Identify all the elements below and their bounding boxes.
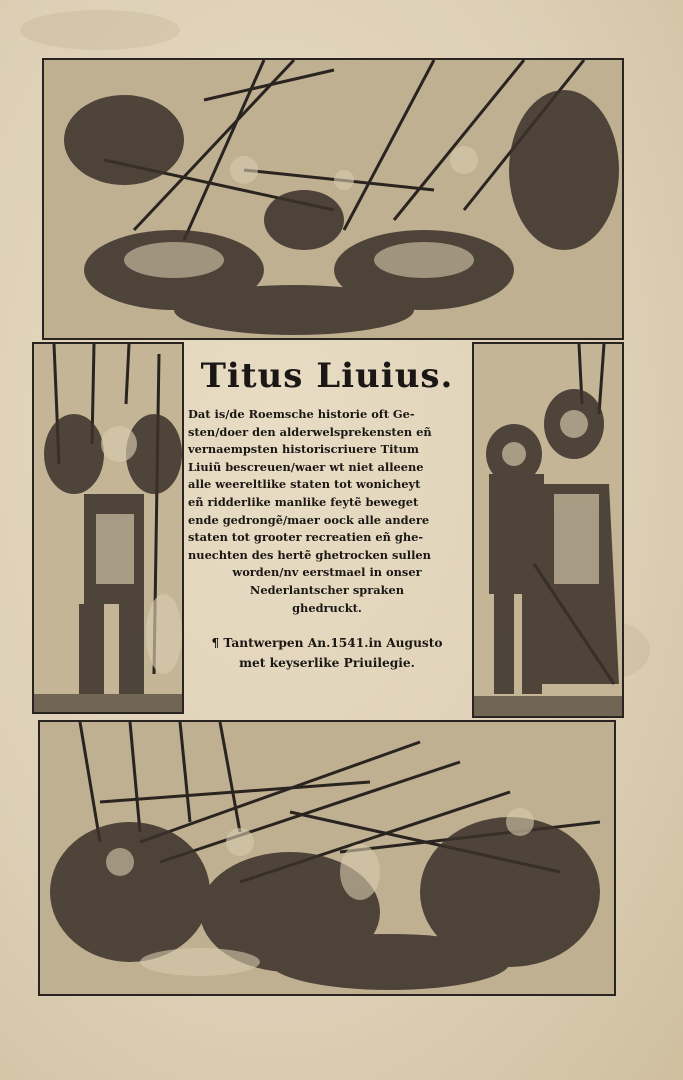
book-title: Titus Liuius. <box>200 356 454 396</box>
body-line: Liuiũ bescreuen/waer wt niet alleene <box>188 459 424 474</box>
woodcut-bottom-infantry-battle <box>38 720 616 996</box>
body-line: alle weereltlike staten tot wonicheyt <box>188 477 421 492</box>
title-text-block <box>184 344 470 714</box>
woodcut-top-cavalry-battle <box>42 58 624 340</box>
paper-stain <box>20 10 180 50</box>
body-line: worden/nv eerstmael in onser <box>232 565 422 580</box>
body-line: nuechten des hertẽ ghetrocken sullen <box>188 547 431 562</box>
imprint <box>184 633 470 673</box>
body-line: vernaempsten historiscriuere Titum <box>188 442 419 457</box>
body-line: sten/doer den alderwelsprekensten eñ <box>188 424 432 439</box>
body-line: ghedruckt. <box>292 600 362 615</box>
body-line: Nederlantscher spraken <box>249 582 405 597</box>
imprint-line: ¶ Tantwerpen An.1541.in Augusto <box>211 636 443 651</box>
body-line: staten tot grooter recreatien eñ ghe- <box>188 530 424 545</box>
imprint-line: met keyserlike Priuilegie. <box>239 656 415 671</box>
body-line: eñ ridderlike manlike feytẽ beweget <box>188 494 419 509</box>
woodcut-left-soldiers <box>32 342 184 714</box>
body-line: Dat is/de Roemsche historie oft Ge- <box>188 407 415 421</box>
woodcut-right-soldiers <box>472 342 624 718</box>
body-line: ende gedrongẽ/maer oock alle andere <box>188 512 430 527</box>
